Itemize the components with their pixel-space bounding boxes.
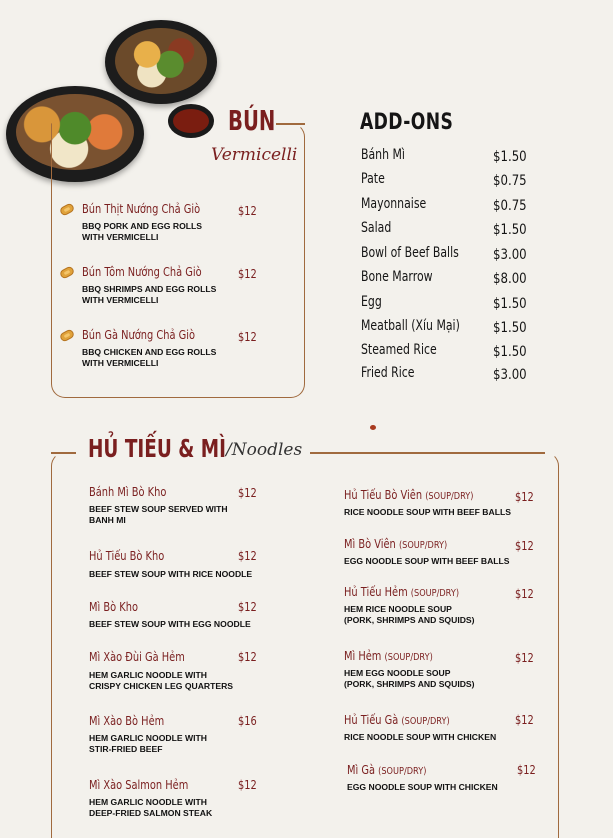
addon-price: $1.50: [493, 149, 527, 165]
bun-title: BÚN: [228, 104, 276, 137]
addon-price: $3.00: [493, 367, 527, 383]
addon-name: Meatball (Xíu Mại): [361, 318, 460, 334]
noodle-item-desc: EGG NOODLE SOUP WITH BEEF BALLS: [344, 556, 510, 566]
noodle-item-price: $12: [238, 650, 257, 664]
addon-price: $8.00: [493, 271, 527, 287]
bun-item-price: $12: [238, 204, 257, 218]
soup-dry-tag: (SOUP/DRY): [378, 766, 427, 777]
soup-dry-tag: (SOUP/DRY): [425, 491, 474, 502]
noodle-item-name: Mì Xào Bò Hẻm: [89, 714, 165, 728]
noodle-item-desc: RICE NOODLE SOUP WITH CHICKEN: [344, 732, 497, 742]
noodle-item-name: [344, 537, 447, 551]
noodle-item-desc: BANH MI: [89, 515, 126, 525]
noodle-item-name: [347, 763, 426, 777]
addon-price: $0.75: [493, 198, 527, 214]
noodle-item-price: $12: [515, 490, 534, 504]
noodle-item-desc: (PORK, SHRIMPS AND SQUIDS): [344, 679, 475, 689]
noodle-item-desc: BEEF STEW SOUP WITH EGG NOODLE: [89, 619, 251, 629]
noodles-subtitle: /Noodles: [226, 440, 303, 460]
noodle-item-price: $12: [515, 651, 534, 665]
noodle-item-price: $12: [238, 486, 257, 500]
addon-price: $1.50: [493, 320, 527, 336]
noodle-item-desc: RICE NOODLE SOUP WITH BEEF BALLS: [344, 507, 511, 517]
noodle-item-desc: BEEF STEW SOUP SERVED WITH: [89, 504, 228, 514]
noodle-item-name: Mì Xào Salmon Hẻm: [89, 778, 189, 792]
addon-name: Mayonnaise: [361, 196, 427, 212]
noodle-item-name-text: Mì Hẻm: [344, 649, 382, 663]
noodle-item-name: Bánh Mì Bò Kho: [89, 485, 167, 499]
bun-item-desc: BBQ SHRIMPS AND EGG ROLLS: [82, 284, 217, 294]
soup-dry-tag: (SOUP/DRY): [410, 588, 460, 599]
noodle-item-name: Mì Xào Đùi Gà Hẻm: [89, 650, 185, 664]
noodle-item-name-text: Mì Gà: [347, 763, 376, 777]
noodle-item-name-text: Hủ Tiếu Bò Viên: [344, 488, 423, 502]
addon-name: Bowl of Beef Balls: [361, 245, 459, 261]
noodle-item-price: $16: [238, 714, 257, 728]
addon-name: Egg: [361, 294, 382, 310]
noodle-item-name: Hủ Tiếu Bò Kho: [89, 549, 165, 563]
noodle-item-desc: HEM GARLIC NOODLE WITH: [89, 733, 207, 743]
noodle-item-price: $12: [238, 778, 257, 792]
noodle-item-price: $12: [515, 539, 534, 553]
noodle-item-price: $12: [238, 600, 257, 614]
bun-item-desc: WITH VERMICELLI: [82, 358, 159, 368]
bun-item-desc: WITH VERMICELLI: [82, 232, 159, 242]
bun-item-desc: BBQ CHICKEN AND EGG ROLLS: [82, 347, 217, 357]
noodle-item-desc: (PORK, SHRIMPS AND SQUIDS): [344, 615, 475, 625]
bun-item-price: $12: [238, 330, 257, 344]
noodle-item-desc: EGG NOODLE SOUP WITH CHICKEN: [347, 782, 498, 792]
soup-dry-tag: (SOUP/DRY): [398, 540, 448, 551]
addon-name: Fried Rice: [361, 365, 415, 381]
addon-name: Salad: [361, 220, 392, 236]
noodle-item-desc: HEM GARLIC NOODLE WITH: [89, 670, 207, 680]
noodle-item-desc: HEM EGG NOODLE SOUP: [344, 668, 451, 678]
decorative-dot: [370, 425, 376, 430]
addon-name: Steamed Rice: [361, 342, 437, 358]
noodle-item-price: $12: [515, 713, 534, 727]
addon-price: $1.50: [493, 296, 527, 312]
bun-item-desc: WITH VERMICELLI: [82, 295, 159, 305]
noodle-item-desc: HEM RICE NOODLE SOUP: [344, 604, 452, 614]
addon-price: $1.50: [493, 344, 527, 360]
noodle-item-desc: CRISPY CHICKEN LEG QUARTERS: [89, 681, 234, 691]
bun-box-top-right-edge: [276, 123, 305, 125]
bun-item-name: Bún Thịt Nướng Chả Giò: [82, 202, 201, 216]
soup-dry-tag: (SOUP/DRY): [401, 716, 450, 727]
addons-title: ADD-ONS: [360, 110, 454, 135]
addon-price: $3.00: [493, 247, 527, 263]
bun-item-name: Bún Tôm Nướng Chả Giò: [82, 265, 202, 279]
noodle-item-name: [344, 585, 459, 599]
bun-item-price: $12: [238, 267, 257, 281]
addon-name: Pate: [361, 171, 385, 187]
bun-item-name: Bún Gà Nướng Chả Giò: [82, 328, 196, 342]
noodle-item-desc: DEEP-FRIED SALMON STEAK: [89, 808, 213, 818]
noodle-item-name-text: Hủ Tiếu Hẻm: [344, 585, 408, 599]
addon-name: Bánh Mì: [361, 147, 405, 163]
noodle-item-desc: STIR-FRIED BEEF: [89, 744, 163, 754]
noodle-item-price: $12: [238, 549, 257, 563]
noodles-box-top-right-edge: [310, 452, 545, 454]
soup-dry-tag: (SOUP/DRY): [384, 652, 433, 663]
noodle-item-price: $12: [517, 763, 536, 777]
noodle-item-name: Mì Bò Kho: [89, 600, 138, 614]
bun-item-desc: BBQ PORK AND EGG ROLLS: [82, 221, 202, 231]
noodle-item-name: [344, 649, 433, 663]
noodle-item-name-text: Hủ Tiếu Gà: [344, 713, 399, 727]
bun-bowl-photo-top: [105, 20, 217, 104]
noodle-item-desc: HEM GARLIC NOODLE WITH: [89, 797, 207, 807]
noodle-item-name-text: Mì Bò Viên: [344, 537, 396, 551]
noodles-title: HỦ TIẾU & MÌ: [88, 434, 226, 463]
noodle-item-price: $12: [515, 587, 534, 601]
noodles-box-top-left-edge: [51, 452, 76, 454]
noodle-item-desc: BEEF STEW SOUP WITH RICE NOODLE: [89, 569, 253, 579]
addon-price: $1.50: [493, 222, 527, 238]
bun-subtitle: Vermicelli: [211, 145, 298, 165]
addon-price: $0.75: [493, 173, 527, 189]
noodle-item-name: [344, 488, 473, 502]
addon-name: Bone Marrow: [361, 269, 433, 285]
noodle-item-name: [344, 713, 450, 727]
